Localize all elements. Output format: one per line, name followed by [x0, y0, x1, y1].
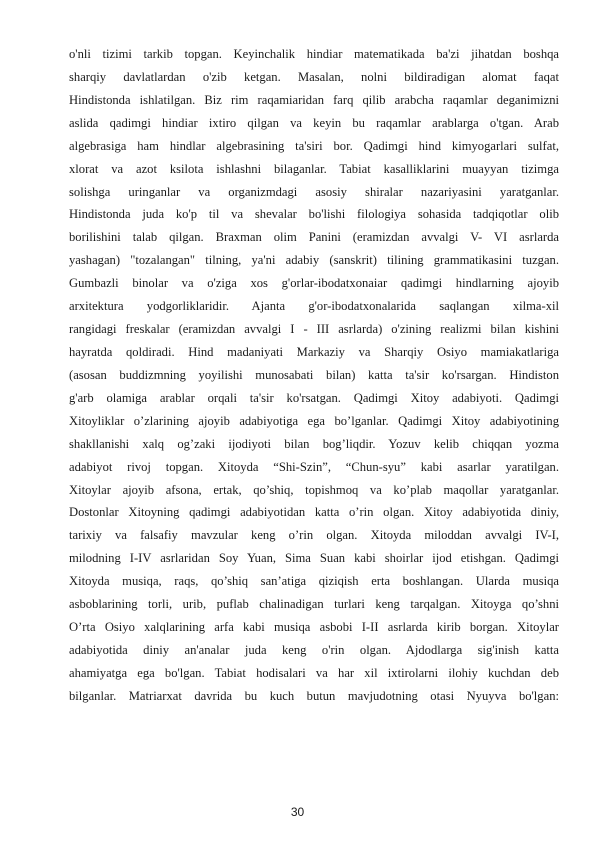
- text-line: Xitoyda musiqa, raqs, qo’shiq san’atiga qiziqish erta boshlangan. Ularda musiqa: [69, 574, 559, 589]
- text-line: (asosan buddizmning yoyilishi munosabati bilan) katta ta'sir ko'rsargan. Hindiston: [69, 367, 559, 382]
- text-line: milodning I-IV asrlaridan Soy Yuan, Sima Suan kabi shoirlar ijod etishgan. Qadimgi: [69, 551, 559, 566]
- page-number: 30: [290, 805, 305, 819]
- text-line: g'arb olamiga arablar orqali ta'sir ko'rsatgan. Qadimgi Xitoy adabiyoti. Qadimgi: [69, 390, 559, 405]
- text-line: rangidagi freskalar (eramizdan avvalgi I - III asrlarda) o'zining realizmi bilan kishini: [69, 322, 559, 337]
- text-line: Hindistonda juda ko'p til va shevalar bo'lishi filologiya sohasida tadqiqotlar olib: [69, 207, 559, 222]
- text-line: hayratda qoldiradi. Hind madaniyati Markaziy va Sharqiy Osiyo mamiakatlariga: [69, 344, 559, 359]
- text-line: Gumbazli binolar va o'ziga xos g'orlar-ibodatxonaiar qadimgi hindlarning ajoyib: [69, 276, 559, 291]
- text-line: ahamiyatga ega bo'lgan. Tabiat hodisalari va har xil ixtirolarni ilohiy kuchdan deb: [69, 665, 559, 680]
- text-line: Xitoyliklar o’zlarining ajoyib adabiyotiga ega bo’lganlar. Qadimgi Xitoy adabiyotining: [69, 413, 559, 428]
- text-line: solishga uringanlar va organizmdagi asosiy shiralar nazariyasini yaratganlar.: [69, 184, 559, 199]
- text-line: algebrasiga ham hindlar algebrasining ta'siri bor. Qadimgi hind kimyogarlari sulfat,: [69, 138, 559, 153]
- body-text: [69, 43, 559, 708]
- text-line: adabiyot rivoj topgan. Xitoyda “Shi-Szin”, “Chun-syu” kabi asarlar yaratilgan.: [69, 459, 559, 474]
- text-line: Hindistonda ishlatilgan. Biz rim raqamiaridan farq qilib arabcha raqamlar deganimizni: [69, 92, 559, 107]
- text-line: arxitektura yodgorliklaridir. Ajanta g'or-ibodatxonalarida saqlangan xilma-xil: [69, 299, 559, 314]
- text-line: tarixiy va falsafiy mavzular keng o’rin olgan. Xitoyda miloddan avvalgi IV-I,: [69, 528, 559, 543]
- text-line: borilishini talab qilgan. Braxman olim Panini (eramizdan avvalgi V- VI asrlarda: [69, 230, 559, 245]
- text-line: asboblarining torli, urib, puflab chalinadigan turlari keng tarqalgan. Xitoyga qo’shni: [69, 597, 559, 612]
- text-line: yashagan) "tozalangan" tilning, ya'ni adabiy (sanskrit) tilining grammatikasini tuzgan.: [69, 253, 559, 268]
- text-line: o'nli tizimi tarkib topgan. Keyinchalik hindiar matematikada ba'zi jihatdan boshqa: [69, 47, 559, 61]
- text-line: adabiyotida diniy an'analar juda keng o'rin olgan. Ajdodlarga sig'inish katta: [69, 642, 559, 657]
- text-line: Xitoylar ajoyib afsona, ertak, qo’shiq, topishmoq va ko’plab maqollar yaratganlar.: [69, 482, 559, 497]
- text-line: aslida qadimgi hindiar ixtiro qilgan va keyin bu raqamlar arablarga o'tgan. Arab: [69, 115, 559, 130]
- text-line: O’rta Osiyo xalqlarining arfa kabi musiqa asbobi I-II asrlarda kirib borgan. Xitoylar: [69, 620, 559, 635]
- text-line: xlorat va azot ksilota ishlashni bilaganlar. Tabiat kasalliklarini muayyan tizimga: [69, 161, 559, 176]
- text-line: bilganlar. Matriarxat davrida bu kuch butun mavjudotning otasi Nyuyva bo'lgan:: [69, 688, 559, 703]
- text-line: sharqiy davlatlardan o'zib ketgan. Masalan, nolni bildiradigan alomat faqat: [69, 69, 559, 84]
- text-line: Dostonlar Xitoyning qadimgi adabiyotidan katta o’rin olgan. Xitoy adabiyotida diniy,: [69, 505, 559, 520]
- text-line: shakllanishi xalq og’zaki ijodiyoti bilan bog’liqdir. Yozuv kelib chiqqan yozma: [69, 436, 559, 451]
